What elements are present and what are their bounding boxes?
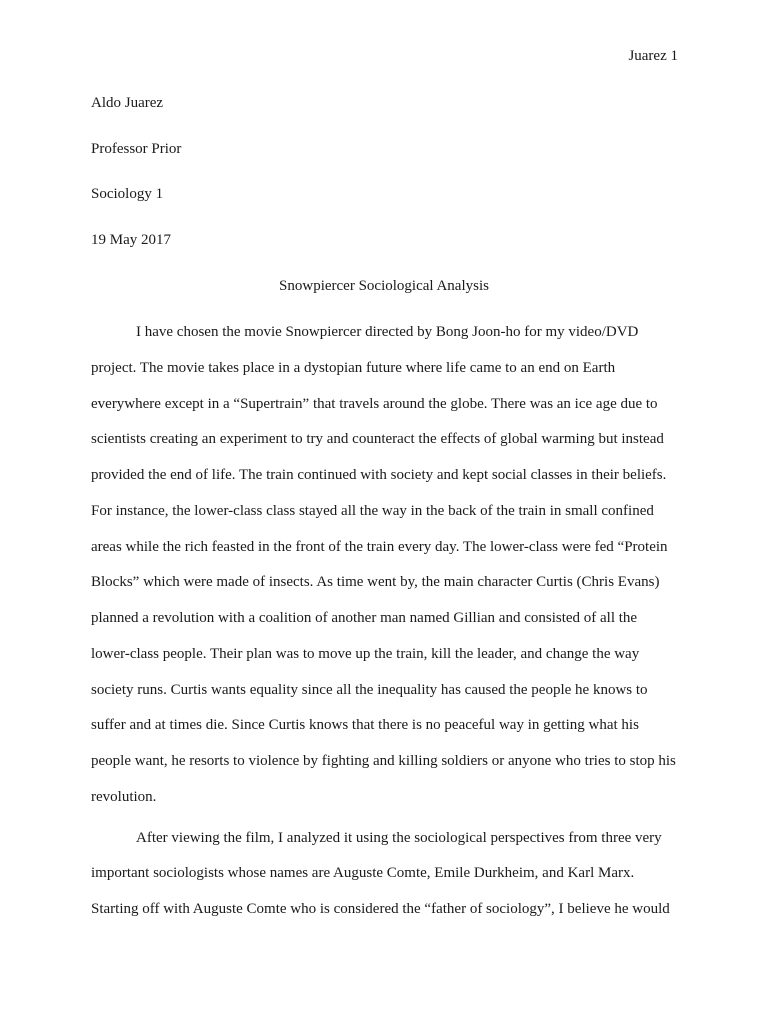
essay-body	[91, 322, 681, 935]
paragraph-line: For instance, the lower-class class stayed all the way in the back of the train in small confined	[91, 502, 654, 519]
paragraph-line: important sociologists whose names are Auguste Comte, Emile Durkheim, and Karl Marx.	[91, 865, 635, 882]
essay-title: Snowpiercer Sociological Analysis	[279, 278, 489, 294]
paragraph-line: I have chosen the movie Snowpiercer directed by Bong Joon-ho for my video/DVD	[136, 324, 639, 340]
mla-heading	[91, 93, 681, 275]
paragraph-line: planned a revolution with a coalition of another man named Gillian and consisted of all the	[91, 610, 638, 626]
instructor-name: Professor Prior	[91, 140, 182, 157]
course-name: Sociology 1	[91, 186, 164, 202]
paragraph-line: society runs. Curtis wants equality since all the inequality has caused the people he knows to	[91, 681, 648, 698]
paragraph-line: Blocks” which were made of insects. As time went by, the main character Curtis (Chris Evans)	[91, 574, 660, 591]
paragraph-line: suffer and at times die. Since Curtis knows that there is no peaceful way in getting what his	[91, 717, 639, 734]
paragraph-1	[91, 322, 681, 807]
date: 19 May 2017	[91, 231, 171, 248]
paragraph-line: Starting off with Auguste Comte who is considered the “father of sociology”, I believe he would	[91, 901, 670, 917]
author-name: Aldo Juarez	[91, 95, 164, 111]
running-header-page-number: Juarez 1	[628, 48, 678, 64]
paragraph-2	[91, 828, 681, 920]
paragraph-line: scientists creating an experiment to try and counteract the effects of global warming but instead	[91, 431, 664, 448]
paragraph-line: people want, he resorts to violence by fighting and killing soldiers or anyone who tries to stop his	[91, 753, 676, 769]
paragraph-line: areas while the rich feasted in the front of the train every day. The lower-class were fed “Protein	[91, 538, 668, 555]
paragraph-line: revolution.	[91, 788, 157, 805]
paragraph-line: provided the end of life. The train continued with society and kept social classes in their beliefs.	[91, 467, 667, 483]
paragraph-line: everywhere except in a “Supertrain” that travels around the globe. There was an ice age due to	[91, 395, 658, 412]
paragraph-line: lower-class people. Their plan was to move up the train, kill the leader, and change the way	[91, 645, 640, 662]
paragraph-line: After viewing the film, I analyzed it using the sociological perspectives from three very	[136, 829, 662, 846]
paragraph-line: project. The movie takes place in a dystopian future where life came to an end on Earth	[91, 359, 616, 376]
